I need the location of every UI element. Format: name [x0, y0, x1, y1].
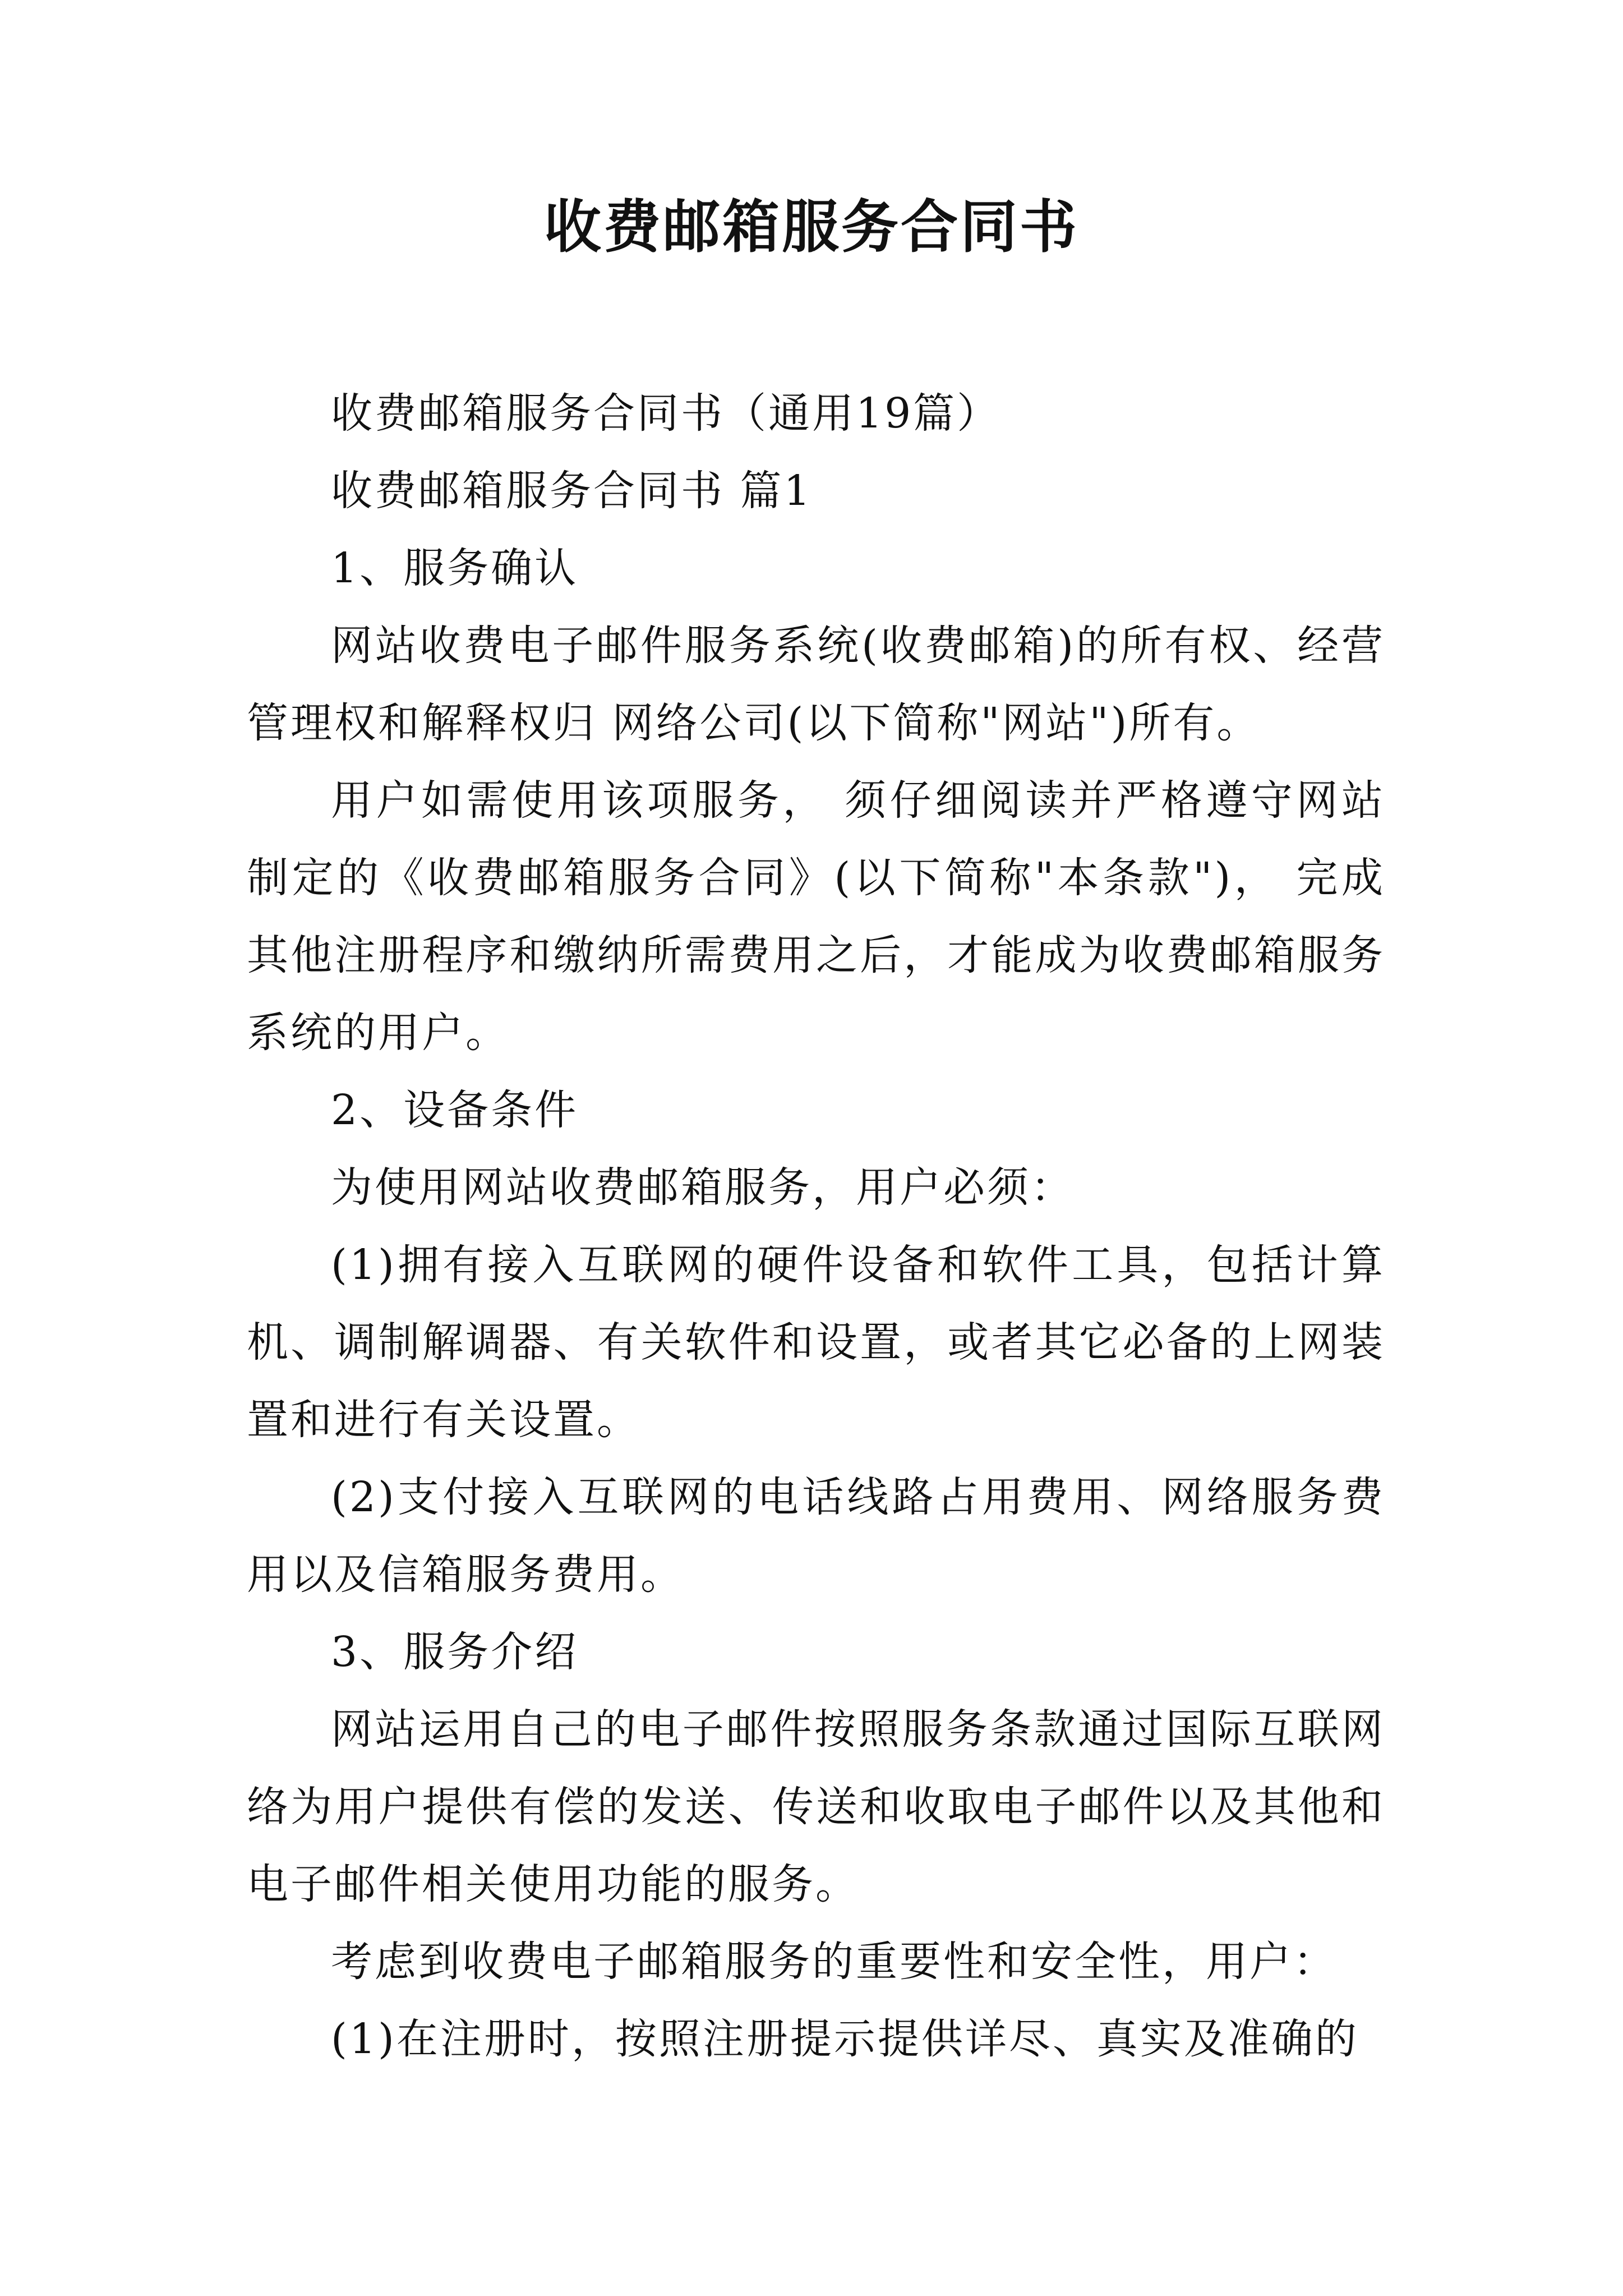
paragraph-security-intro: 考虑到收费电子邮箱服务的重要性和安全性，用户：: [331, 1938, 1337, 1986]
paragraph-service-description: 网站运用自己的电子邮件按照服务条款通过国际互联网络为用户提供有偿的发送、传送和收取电子邮件以及其他和电子邮件相关使用功能的服务。: [247, 1705, 1385, 1908]
paragraph-heading-service-intro: 3、服务介绍: [331, 1628, 579, 1676]
paragraph-heading-service-confirm: 1、服务确认: [331, 544, 579, 592]
paragraph-heading-equipment: 2、设备条件: [331, 1086, 579, 1134]
paragraph-equipment-intro: 为使用网站收费邮箱服务，用户必须：: [331, 1163, 1075, 1212]
paragraph-user-terms: 用户如需使用该项服务， 须仔细阅读并严格遵守网站制定的《收费邮箱服务合同》(以下简称"本条款")， 完成其他注册程序和缴纳所需费用之后，才能成为收费邮箱服务系统的用户。: [247, 776, 1385, 1057]
paragraph-ownership: 网站收费电子邮件服务系统(收费邮箱)的所有权、经营管理权和解释权归 网络公司(以下简称"网站")所有。: [247, 622, 1385, 747]
document-title: 收费邮箱服务合同书: [544, 194, 1079, 261]
paragraph-equipment-item-1: (1)拥有接入互联网的硬件设备和软件工具，包括计算机、调制解调器、有关软件和设置，或者其它必备的上网装置和进行有关设置。: [247, 1241, 1385, 1444]
paragraph-security-item-1: (1)在注册时，按照注册提示提供详尽、真实及准确的: [331, 2015, 1359, 2063]
paragraph-equipment-item-2: (2)支付接入互联网的电话线路占用费用、网络服务费用以及信箱服务费用。: [247, 1473, 1385, 1599]
paragraph-section-heading: 收费邮箱服务合同书 篇1: [331, 467, 813, 515]
paragraph-subtitle: 收费邮箱服务合同书（通用19篇）: [331, 389, 1001, 438]
document-body: [247, 375, 1385, 2078]
